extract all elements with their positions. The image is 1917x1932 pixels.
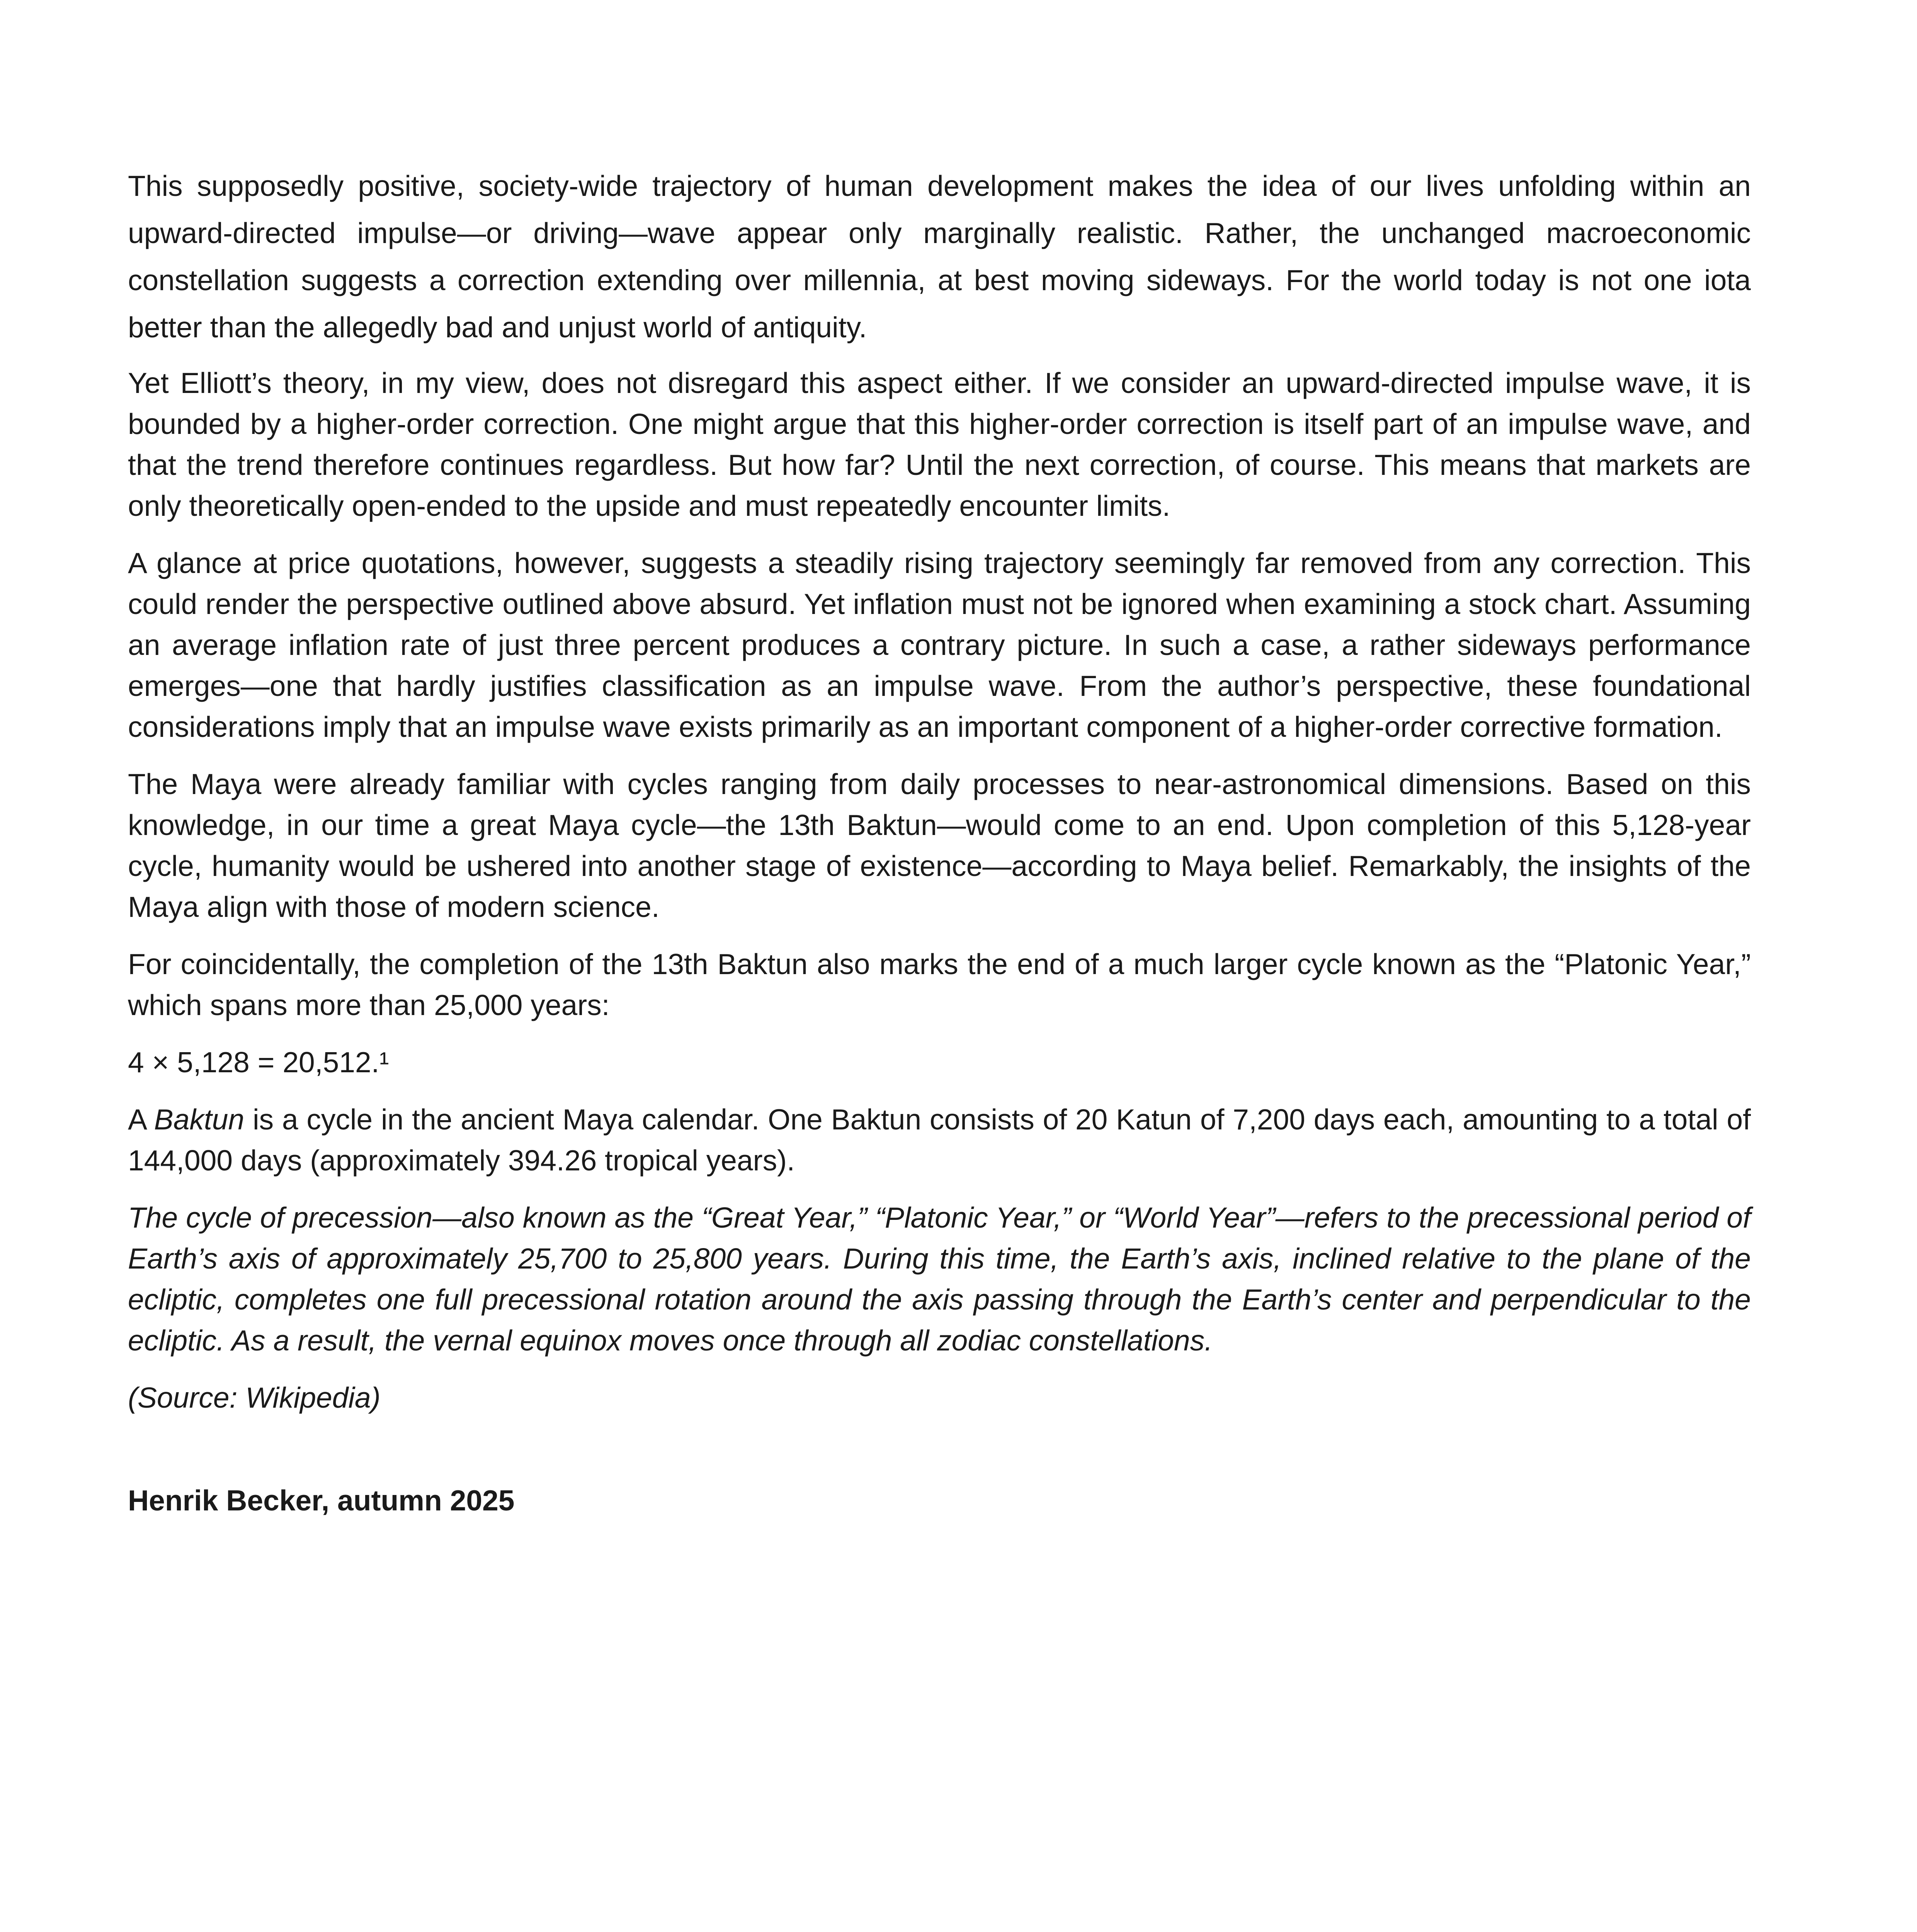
baktun-prefix: A: [128, 1103, 154, 1136]
paragraph-trajectory: This supposedly positive, society-wide trajectory of human development makes the idea of our lives unfolding within an upward-directed impulse—or driving—wave appear only marginally realistic. Rather, the unchanged macroeconomic constellation suggests a correction extending over millennia, at best moving sideways. For the world today is not one iota better than the allegedly bad and unjust world of antiquity.: [128, 170, 1751, 344]
paragraph-elliott-theory: Yet Elliott’s theory, in my view, does not disregard this aspect either. If we consider an upward-directed impulse wave, it is bounded by a higher-order correction. One might argue that this higher-order correction is itself part of an impulse wave, and that the trend therefore continues regardless. But how far? Until the next correction, of course. This means that markets are only theoretically open-ended to the upside and must repeatedly encounter limits.: [128, 367, 1751, 522]
baktun-term: Baktun: [154, 1103, 245, 1136]
paragraph-precession-quote: The cycle of precession—also known as the “Great Year,” “Platonic Year,” or “World Year”—refers to the precessional period of Earth’s axis of approximately 25,700 to 25,800 years. During this time, the Earth’s axis, inclined relative to the plane of the ecliptic, completes one full precessional rotation around the axis passing through the Earth’s center and perpendicular to the ecliptic. As a result, the vernal equinox moves once through all zodiac constellations.: [128, 1201, 1751, 1357]
baktun-suffix: is a cycle in the ancient Maya calendar. One Baktun consists of 20 Katun of 7,200 days each, amounting to a total of 144,000 days (approximately 394.26 tropical years).: [128, 1103, 1751, 1177]
paragraph-baktun-definition: [128, 1099, 1751, 1181]
paragraph-price-quotations: A glance at price quotations, however, suggests a steadily rising trajectory seemingly far removed from any correction. This could render the perspective outlined above absurd. Yet inflation must not be ignored when examining a stock chart. Assuming an average inflation rate of just three percent produces a contrary picture. In such a case, a rather sideways performance emerges—one that hardly justifies classification as an impulse wave. From the author’s perspective, these foundational considerations imply that an impulse wave exists primarily as an important component of a higher-order corrective formation.: [128, 547, 1751, 743]
body-text: [128, 162, 1751, 1537]
paragraph-maya-cycles: The Maya were already familiar with cycles ranging from daily processes to near-astronomical dimensions. Based on this knowledge, in our time a great Maya cycle—the 13th Baktun—would come to an end. Upon completion of this 5,128-year cycle, humanity would be ushered into another stage of existence—according to Maya belief. Remarkably, the insights of the Maya align with those of modern science.: [128, 768, 1751, 923]
author-line: Henrik Becker, autumn 2025: [128, 1484, 515, 1517]
paragraph-platonic-year: For coincidentally, the completion of the 13th Baktun also marks the end of a much larger cycle known as the “Platonic Year,” which spans more than 25,000 years:: [128, 948, 1751, 1021]
source-citation: (Source: Wikipedia): [128, 1381, 381, 1414]
equation: 4 × 5,128 = 20,512.¹: [128, 1046, 389, 1078]
